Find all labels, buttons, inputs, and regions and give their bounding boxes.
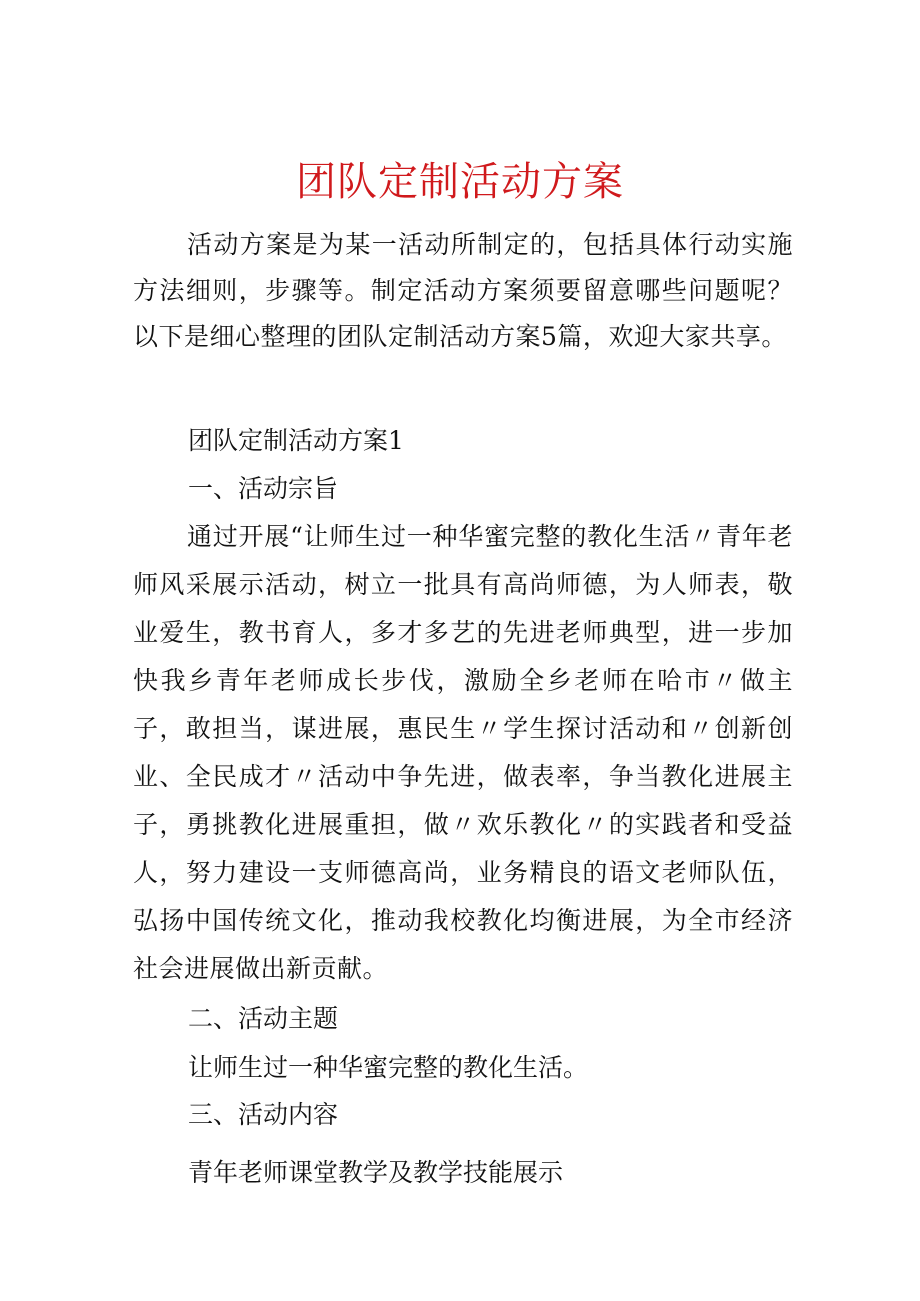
intro-paragraph: 活动方案是为某一活动所制定的，包括具体行动实施方法细则，步骤等。制定活动方案须要留意哪些问题呢？以下是细心整理的团队定制活动方案5篇，欢迎大家共享。: [133, 230, 793, 351]
section-body-theme: 让师生过一种华蜜完整的教化生活。: [188, 1053, 589, 1082]
plan-heading: 团队定制活动方案1: [188, 426, 404, 455]
section-heading-content: 三、活动内容: [188, 1100, 339, 1129]
section-heading-theme: 二、活动主题: [188, 1004, 339, 1033]
section-heading-purpose: 一、活动宗旨: [188, 474, 339, 503]
section-body-purpose: 通过开展“让师生过一种华蜜完整的教化生活〃青年老师风采展示活动，树立一批具有高尚师德，为人师表，敬业爱生，教书育人，多才多艺的先进老师典型，进一步加快我乡青年老师成长步伐，激励全乡老师在哈市〃做主子，敢担当，谋进展，惠民生〃学生探讨活动和〃创新创业、全民成才〃活动中争先进，做表率，争当教化进展主子，勇挑教化进展重担，做〃欢乐教化〃的实践者和受益人，努力建设一支师德高尚，业务精良的语文老师队伍，弘扬中国传统文化，推动我校教化均衡进展，为全市经济社会进展做出新贡献。: [133, 522, 793, 983]
document-title: 团队定制活动方案: [296, 159, 624, 205]
section-body-content: 青年老师课堂教学及教学技能展示: [188, 1158, 564, 1187]
